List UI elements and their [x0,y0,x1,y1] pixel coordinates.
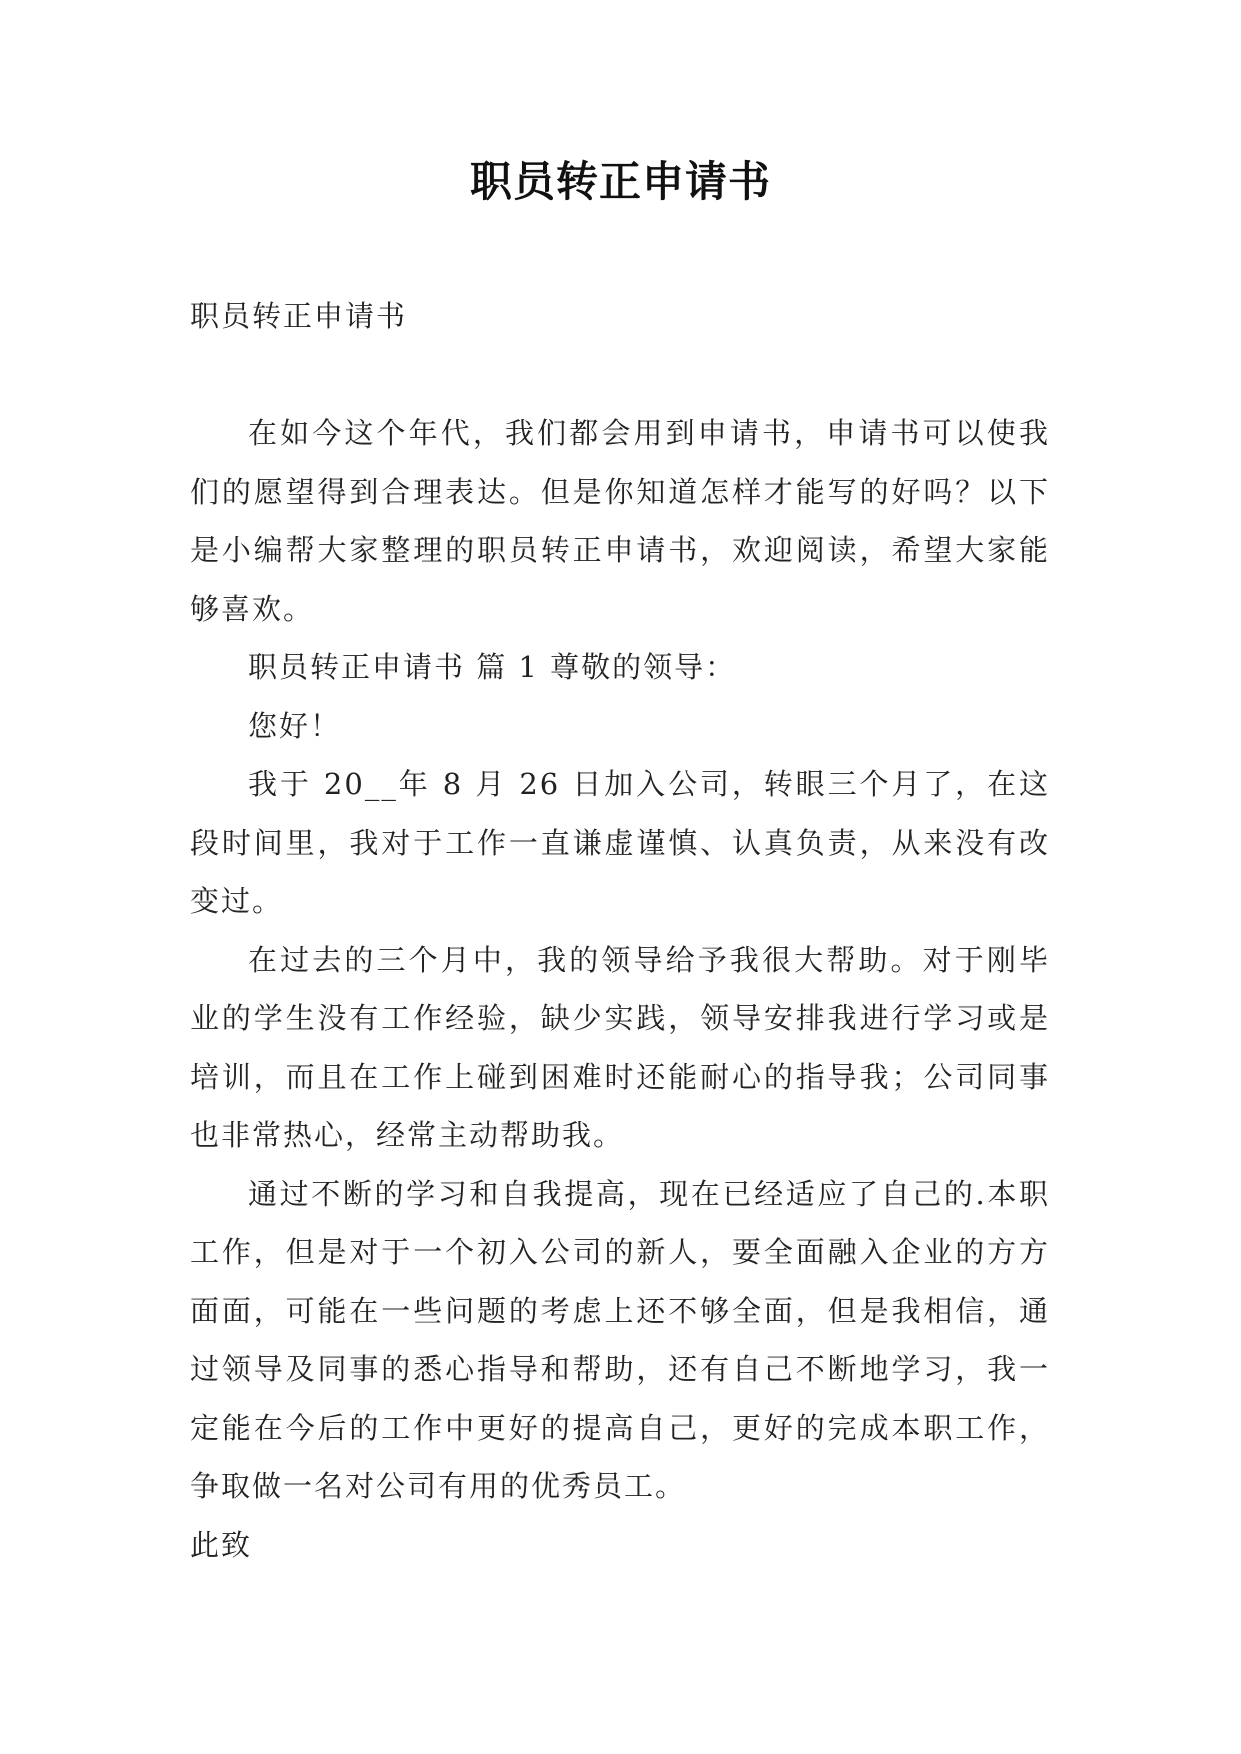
closing-text: 此致 [190,1527,253,1562]
letter-heading: 职员转正申请书 篇 1 尊敬的领导： [248,650,737,684]
body-paragraph: 通过不断的学习和自我提高，现在已经适应了自己的.本职工作，但是对于一个初入公司的新人，要全面融入企业的方方面面，可能在一些问题的考虑上还不够全面，但是我相信，通过领导及同事的悉心指导和帮助，还有自己不断地学习，我一定能在今后的工作中更好的提高自己，更好的完成本职工作，争取做一名对公司有用的优秀员工。 [190,1176,1050,1503]
document-body [190,404,1050,1574]
document-subheading: 职员转正申请书 [190,299,408,333]
document-title: 职员转正申请书 [469,157,771,206]
body-paragraph: 在过去的三个月中，我的领导给予我很大帮助。对于刚毕业的学生没有工作经验，缺少实践，领导安排我进行学习或是培训，而且在工作上碰到困难时还能耐心的指导我；公司同事也非常热心，经常主动帮助我。 [190,942,1050,1152]
greeting: 您好！ [248,708,342,743]
intro-paragraph: 在如今这个年代，我们都会用到申请书，申请书可以使我们的愿望得到合理表达。但是你知道怎样才能写的好吗？以下是小编帮大家整理的职员转正申请书，欢迎阅读，希望大家能够喜欢。 [190,416,1050,626]
body-paragraph: 我于 20__年 8 月 26 日加入公司，转眼三个月了，在这段时间里，我对于工作一直谦虚谨慎、认真负责，从来没有改变过。 [190,767,1050,918]
